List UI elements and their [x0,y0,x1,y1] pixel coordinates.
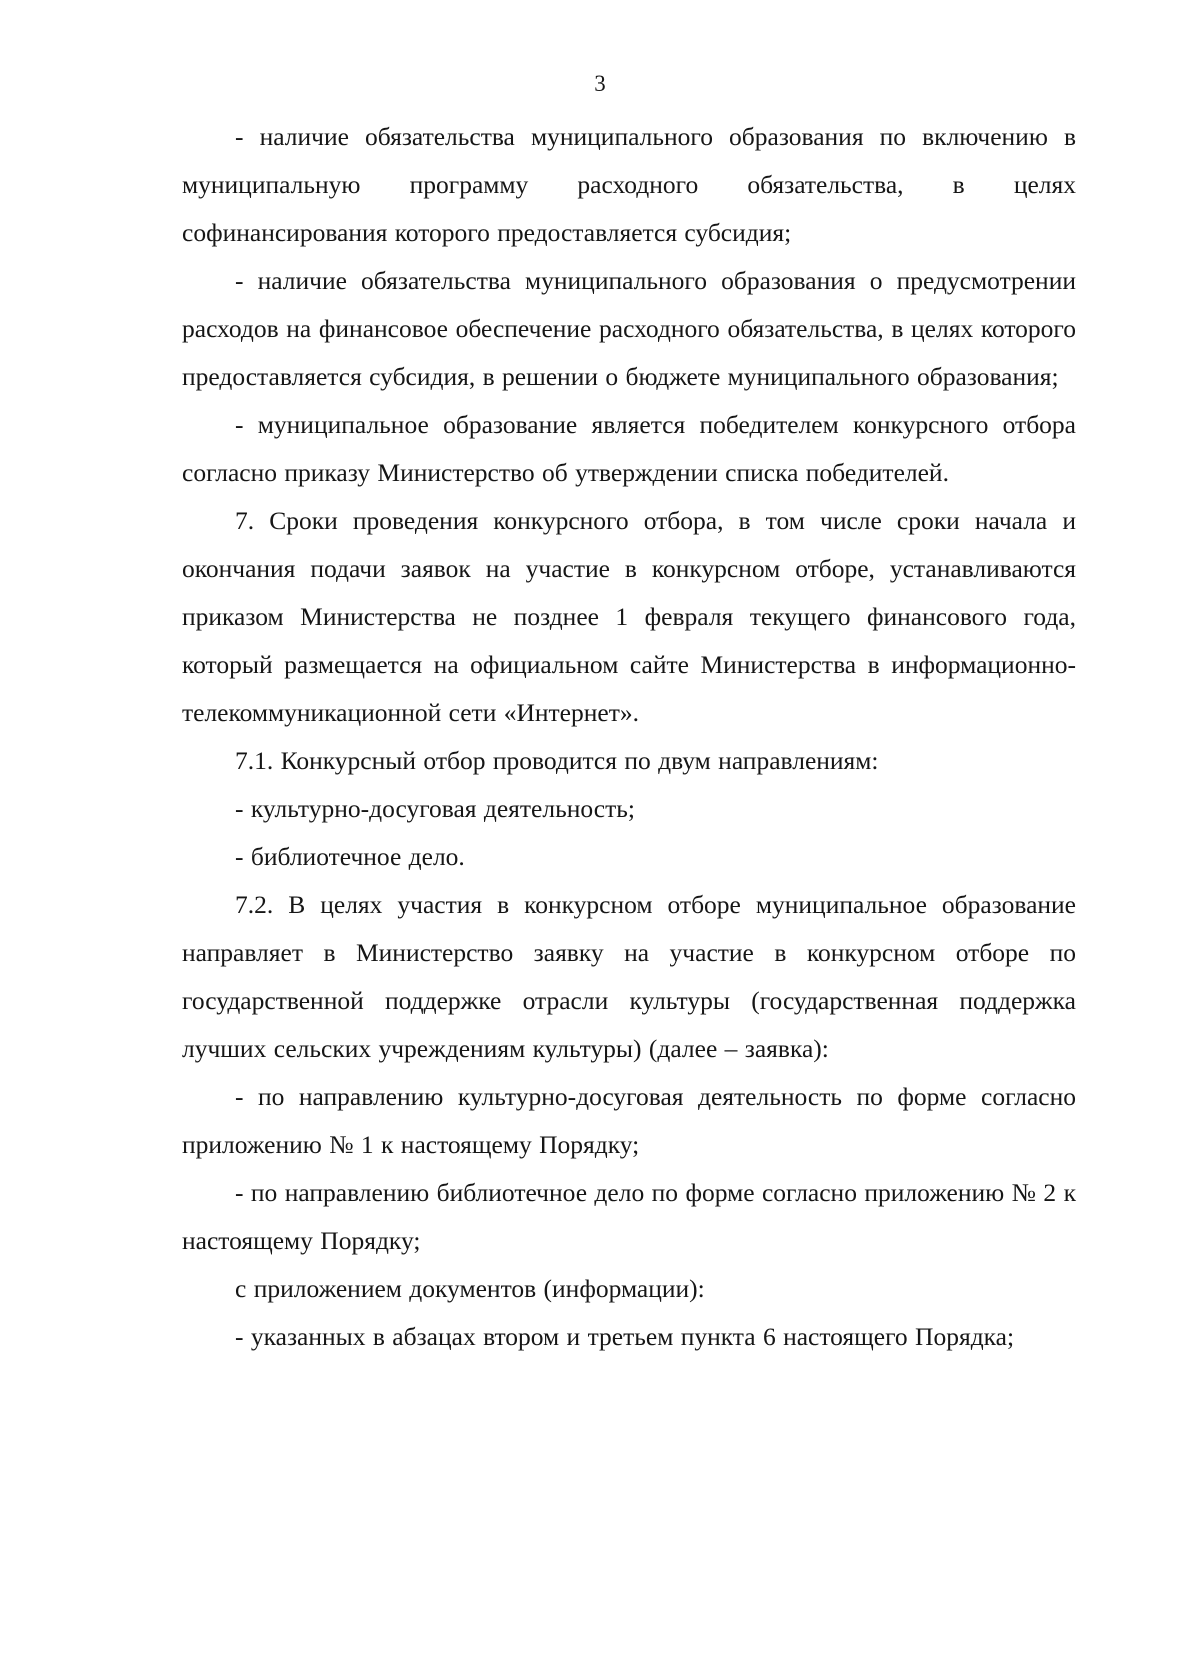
paragraph-obligation-program: - наличие обязательства муниципального образования по включению в муниципальную программу расходного обязательства, в целях софинансирования которого предоставляется субсидия; [182,122,1076,247]
paragraph-item-7-1: 7.1. Конкурсный отбор проводится по двум направлениям: [235,746,879,775]
paragraph-competition-winner: - муниципальное образование является победителем конкурсного отбора согласно приказу Министерство об утверждении списка победителей. [182,410,1076,487]
paragraph-item-7-2: 7.2. В целях участия в конкурсном отборе муниципальное образование направляет в Министерство заявку на участие в конкурсном отборе по государственной поддержке отрасли культуры (государственная поддержка лучших сельских учреждениям культуры) (далее – заявка): [182,890,1076,1063]
paragraph-form-appendix-2: - по направлению библиотечное дело по форме согласно приложению № 2 к настоящему Порядку; [182,1178,1076,1255]
paragraph-item-7: 7. Сроки проведения конкурсного отбора, в том числе сроки начала и окончания подачи заявок на участие в конкурсном отборе, устанавливаются приказом Министерства не позднее 1 февраля текущего финансового года, который размещается на официальном сайте Министерства в информационно-телекоммуникационной сети «Интернет». [182,506,1076,727]
paragraph-cultural-leisure: - культурно-досуговая деятельность; [235,794,635,823]
paragraph-item-6-reference: - указанных в абзацах втором и третьем пункта 6 настоящего Порядка; [235,1322,1015,1351]
paragraph-form-appendix-1: - по направлению культурно-досуговая деятельность по форме согласно приложению № 1 к настоящему Порядку; [182,1082,1076,1159]
paragraph-library: - библиотечное дело. [235,842,465,871]
paragraph-attachments: с приложением документов (информации): [235,1274,705,1303]
paragraph-obligation-budget: - наличие обязательства муниципального образования о предусмотрении расходов на финансовое обеспечение расходного обязательства, в целях которого предоставляется субсидия, в решении о бюджете муниципального образования; [182,266,1076,391]
document-body [182,113,1076,1361]
page-number: 3 [594,71,606,96]
